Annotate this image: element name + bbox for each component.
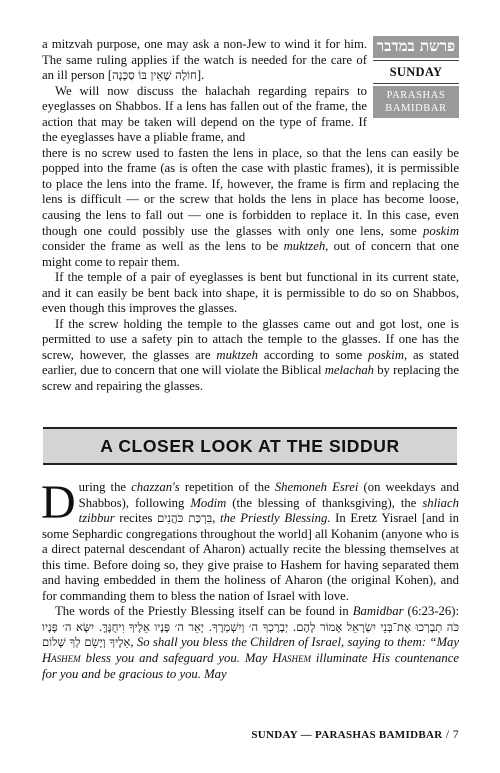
footer-separator: / xyxy=(442,727,453,741)
text-run: If the temple of a pair of eyeglasses is bent but functional in its current state, and it can easily be bent back into shape, it is permissible to do so on Shabbos, even though this improves the glasses. xyxy=(42,270,459,316)
text-run: according to some xyxy=(258,347,369,362)
text-run: , xyxy=(212,511,221,526)
paragraph-continuation xyxy=(42,146,459,270)
paragraph xyxy=(42,317,459,395)
italic-term: poskim, xyxy=(368,347,408,362)
day-label: SUNDAY xyxy=(373,60,459,84)
italic-term: poskim xyxy=(423,223,459,238)
hebrew-verse: כֹּה תְבָרְכוּ אֶת־בְּנֵי יִשְׂרָאֵל אָמוֹר לָהֶם. יְבָרֶכְךָ ה׳ וְיִשְׁמְרֶךָ. יָאֵר ה׳ פָּנָיו אֵלֶיךָ וִיחֻנֶּךָּ. יִשָּׂא ה׳ פָּנָיו אֵלֶיךָ וְיָשֵׂם לְךָ שָׁלוֹם xyxy=(42,619,459,650)
italic-term: Shemoneh Esrei xyxy=(274,480,359,494)
text-run: uring the xyxy=(78,480,132,494)
italic-translation: So shall you bless the Children of Israel, saying to them: “May xyxy=(136,635,459,650)
paragraph xyxy=(42,604,459,682)
italic-term: chazzan's xyxy=(131,480,180,494)
divine-name: Hashem xyxy=(42,651,81,666)
divine-name: Hashem xyxy=(272,651,311,666)
paragraph xyxy=(42,84,367,146)
text-run: ]. xyxy=(196,68,205,83)
drop-cap: D xyxy=(41,476,76,529)
text-run: If the screw holding the temple to the glasses came out and got lost, one is permitted to use a safety pin to attach the temple to the glasses. If one has the screw, however, the glasses are xyxy=(42,316,459,362)
italic-translation: bless you and safeguard you. May xyxy=(80,651,273,666)
text-run: by replacing the screw and repairing the glasses. xyxy=(42,363,460,394)
text-run: (the blessing of thanksgiving), the xyxy=(226,495,423,510)
text-run: consider the frame as well as the lens to be xyxy=(42,239,284,254)
italic-translation: illuminate His countenance for you and be gracious to you. May xyxy=(42,651,459,681)
paragraph xyxy=(42,270,459,317)
parasha-hebrew-label: פרשת במדבר xyxy=(373,36,459,58)
text-run: (on weekdays and Shabbos), following xyxy=(78,480,459,510)
hebrew-phrase: בִּרְכַּת כֹּהֲנִים xyxy=(157,511,213,526)
text-run: there is no screw used to fasten the lens in place, so that the lens can easily be popped into the frame (as is often the case with plastic frames), it is permissible to place the lens into the frame. If, however, the frame is firm and replacing the lens is difficult — or the screw that holds the lens in place has become loose, causing the lens to fall out — one is forbidden to replace it. In this case, even though one could possibly use the glasses with only one lens, some xyxy=(42,145,459,238)
section-heading: A CLOSER LOOK AT THE SIDDUR xyxy=(100,435,400,456)
parasha-label-line2: BAMIDBAR xyxy=(385,103,447,114)
paragraph xyxy=(42,37,367,84)
text-run: as stated earlier, due to concern that one will violate the Biblical xyxy=(42,347,459,378)
page-footer xyxy=(42,727,459,742)
italic-term: muktzeh, xyxy=(283,239,329,254)
halachah-section xyxy=(42,37,459,395)
page-number: 7 xyxy=(452,727,459,741)
italic-term: muktzeh xyxy=(216,347,258,362)
text-run: , xyxy=(130,635,137,650)
paragraph xyxy=(41,476,459,604)
section-heading-box xyxy=(43,427,457,465)
text-run: In Eretz Yisrael [and in some Sephardic congregations throughout the world] all Kohanim (anyone who is a direct paternal descendant of Aharon) actually recite the blessing themselves at this time. Before doing so, they give praise to Hashem for having separated them and having embedded in them the holiness of Aharon (the original Kohen), and for commanding them to bless the nation of Israel with love. xyxy=(42,511,459,603)
text-run: (6:23-26): xyxy=(403,604,459,619)
running-head: SUNDAY — PARASHAS BAMIDBAR xyxy=(251,729,443,741)
text-run: The words of the Priestly Blessing itself can be found in xyxy=(55,604,353,619)
hebrew-phrase: חוֹלֶה שֶׁאֵין בּוֹ סַכָּנָה xyxy=(112,68,197,83)
parasha-label-line1: PARASHAS xyxy=(386,90,446,101)
text-run: We will now discuss the halachah regarding repairs to eyeglasses on Shabbos. If a lens has fallen out of the frame, the action that may be taken will depend on the type of frame. If the eyeglasses have a pliable frame, and xyxy=(42,83,367,145)
text-run: repetition of the xyxy=(179,480,275,494)
text-run: out of concern that one might come to repair them. xyxy=(42,239,459,269)
text-run: a mitzvah purpose, one may ask a non-Jew to wind it for him. The same ruling applies if the watch is needed for the care of an ill person [ xyxy=(42,37,367,83)
italic-term: melachah xyxy=(324,363,375,378)
italic-term: Bamidbar xyxy=(352,604,404,619)
text-run: recites xyxy=(114,511,158,526)
siddur-section xyxy=(41,476,459,682)
italic-term: the Priestly Blessing. xyxy=(220,511,331,526)
italic-term: shliach tzibbur xyxy=(78,495,459,526)
italic-term: Modim xyxy=(190,495,227,510)
